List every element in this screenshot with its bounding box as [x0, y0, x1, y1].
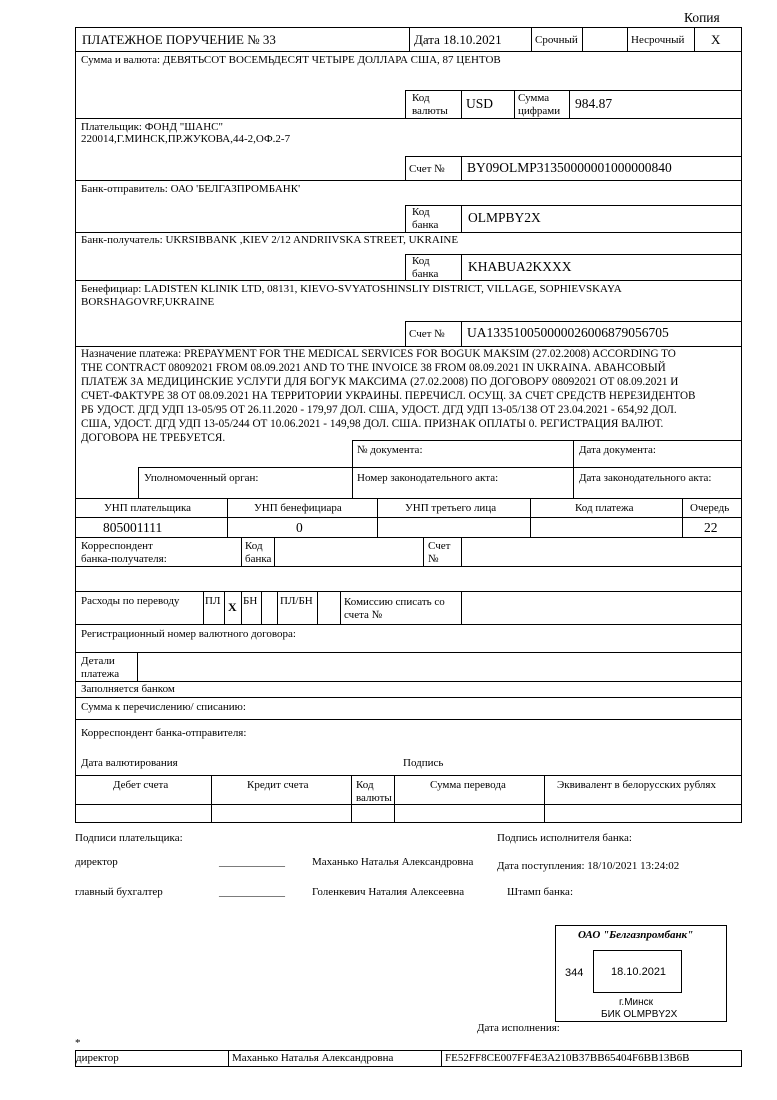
correspondent-label-2: банка-получателя:: [81, 553, 167, 565]
correspondent-account-2: №: [428, 553, 439, 565]
currency-code: USD: [466, 96, 494, 111]
accountant-name: Голенкевич Наталия Алексеевна: [312, 886, 465, 898]
payer-account-label: Счет №: [409, 163, 445, 175]
correspondent-code-2: банка: [245, 553, 272, 565]
queue-label: Очередь: [690, 502, 730, 514]
purpose-line-7: ДОГОВОРА НЕ ТРЕБУЕТСЯ.: [81, 432, 226, 444]
unp-payer-label: УНП плательщика: [104, 502, 192, 514]
footer-role: директор: [76, 1052, 119, 1064]
stamp-date: 18.10.2021: [611, 966, 667, 978]
commission-label-1: Комиссию списать со: [344, 596, 445, 608]
value-date-label: Дата валютирования: [81, 757, 178, 769]
unp-benef: 0: [296, 520, 303, 535]
correspondent-sender-label: Корреспондент банка-отправителя:: [81, 727, 247, 739]
accountant-role: главный бухгалтер: [75, 886, 163, 898]
director-role: директор: [75, 856, 118, 868]
expenses-pl: ПЛ: [205, 595, 221, 607]
purpose-line-2: THE CONTRACT 08092021 FROM 08.09.2021 AND TO THE INVOICE 38 FROM 08.09.2021 IN UKRAINA. АВАНСОВЫЙ: [81, 362, 666, 374]
sum-digits-label: Сумма цифрами: [518, 92, 561, 117]
signature-label: Подпись: [403, 757, 444, 769]
sum-digits: 984.87: [575, 96, 613, 111]
purpose-line-5: РБ УДОСТ. ДГД УДП 13-05/95 ОТ 26.11.2020 - 179,97 ДОЛ. США, УДОСТ. ДГД УДП 13-05/138 ОТ 23.04.2021 - 654,92 ДОЛ.: [81, 404, 677, 416]
commission-label-2: счета №: [344, 609, 383, 621]
sender-bank-code: OLMPBY2X: [468, 210, 541, 225]
payer-name: Плательщик: ФОНД "ШАНС": [81, 121, 224, 133]
currency-label-2: валюты: [356, 792, 392, 804]
bank-signature-label: Подпись исполнителя банка:: [497, 832, 632, 844]
paycode-label: Код платежа: [575, 502, 634, 514]
sender-bank: Банк-отправитель: ОАО 'БЕЛГАЗПРОМБАНК': [81, 183, 301, 195]
receiver-bank-code-label: Код банка: [412, 255, 439, 280]
reg-number-label: Регистрационный номер валютного договора:: [81, 628, 296, 640]
nonurgent-mark: X: [711, 32, 721, 47]
document-date: Дата 18.10.2021: [414, 32, 502, 47]
purpose-line-1: Назначение платежа: PREPAYMENT FOR THE MEDICAL SERVICES FOR BOGUK MAKSIM (27.02.2008) ACCORDING TO: [81, 348, 676, 360]
sender-bank-code-label: Код банка: [412, 206, 439, 231]
amount-in-words: Сумма и валюта: ДЕВЯТЬСОТ ВОСЕМЬДЕСЯТ ЧЕТЫРЕ ДОЛЛАРА США, 87 ЦЕНТОВ: [81, 54, 501, 66]
payer-signatures-label: Подписи плательщика:: [75, 832, 183, 844]
bank-stamp-label: Штамп банка:: [507, 886, 573, 898]
receiver-bank-code: KHABUA2KXXX: [468, 259, 572, 274]
payer-account: BY09OLMP31350000001000000840: [467, 160, 672, 175]
nonurgent-label: Несрочный: [631, 34, 685, 46]
credit-label: Кредит счета: [247, 779, 309, 791]
details-label-1: Детали: [81, 655, 115, 667]
correspondent-account-1: Счет: [428, 540, 451, 552]
purpose-line-6: США, УДОСТ. ДГД УДП 13-05/244 ОТ 10.06.2021 - 149,98 ДОЛ. США. ПРИЗНАК ОПЛАТЫ 0. РЕГИСТРАЦИЯ ВАЛЮТ.: [81, 418, 664, 430]
beneficiary-address: BORSHAGOVRF,UKRAINE: [81, 296, 215, 308]
beneficiary-account-label: Счет №: [409, 328, 445, 340]
expenses-bn: БН: [243, 595, 258, 607]
payer-address: 220014,Г.МИНСК,ПР.ЖУКОВА,44-2,ОФ.2-7: [81, 133, 291, 145]
expenses-label: Расходы по переводу: [81, 595, 180, 607]
sum-transfer-label: Сумма к перечислению/ списанию:: [81, 701, 246, 713]
correspondent-code-1: Код: [245, 540, 263, 552]
stamp-city: г.Минск: [619, 997, 654, 1008]
document-title: ПЛАТЕЖНОЕ ПОРУЧЕНИЕ № 33: [82, 32, 276, 47]
filled-by-bank-label: Заполняется банком: [81, 683, 175, 695]
authority-label: Уполномоченный орган:: [144, 472, 259, 484]
copy-label: Копия: [684, 10, 720, 25]
stamp-bik: БИК OLMPBY2X: [601, 1009, 678, 1020]
act-number-label: Номер законодательного акта:: [357, 472, 499, 484]
execution-date-label: Дата исполнения:: [477, 1022, 560, 1034]
act-date-label: Дата законодательного акта:: [579, 472, 712, 484]
received-date: Дата поступления: 18/10/2021 13:24:02: [497, 860, 680, 872]
unp-third-label: УНП третьего лица: [405, 502, 497, 514]
doc-number-label: № документа:: [357, 444, 423, 456]
expenses-pl-mark: X: [228, 600, 237, 614]
director-name: Маханько Наталья Александровна: [312, 856, 474, 868]
debit-label: Дебет счета: [113, 779, 169, 791]
beneficiary-account: UA133510050000026006879056705: [467, 325, 669, 340]
doc-date-label: Дата документа:: [579, 444, 656, 456]
receiver-bank: Банк-получатель: UKRSIBBANK ,KIEV 2/12 ANDRIIVSKA STREET, UKRAINE: [81, 234, 459, 246]
queue-value: 22: [704, 520, 718, 535]
stamp-number: 344: [565, 967, 584, 979]
purpose-line-4: СЧЕТ-ФАКТУРЕ 38 ОТ 08.09.2021 НА ТЕРРИТОРИИ УКРАИНЫ. ПЕРЕЧИСЛ. ОСУЩ. ЗА СЧЕТ СРЕДСТВ НЕРЕЗИДЕНТОВ: [81, 390, 696, 402]
director-signature-line: ____________: [219, 856, 285, 868]
stamp-bank-name: ОАО "Белгазпромбанк": [578, 929, 694, 941]
details-label-2: платежа: [81, 668, 120, 680]
equivalent-label: Эквивалент в белорусских рублях: [557, 779, 716, 791]
purpose-line-3: ПЛАТЕЖ ЗА МЕДИЦИНСКИЕ УСЛУГИ ДЛЯ БОГУК МАКСИМА (27.02.2008) ПО ДОГОВОРУ 08092021 ОТ 08.09.2021 И: [81, 376, 679, 388]
footer-name: Маханько Наталья Александровна: [232, 1052, 394, 1064]
asterisk: *: [75, 1037, 81, 1049]
accountant-signature-line: ____________: [219, 886, 285, 898]
currency-label-1: Код: [356, 779, 374, 791]
transfer-sum-label: Сумма перевода: [430, 779, 506, 791]
beneficiary-name: Бенефициар: LADISTEN KLINIK LTD, 08131, KIEVO-SVYATOSHINSLIY DISTRICT, VILLAGE, SOPHIEVSKAYA: [81, 283, 622, 295]
currency-code-label: Код валюты: [412, 92, 448, 117]
expenses-plbn: ПЛ/БН: [280, 595, 313, 607]
unp-payer: 805001111: [103, 520, 163, 535]
urgent-label: Срочный: [535, 34, 578, 46]
unp-benef-label: УНП бенефициара: [254, 502, 342, 514]
correspondent-label-1: Корреспондент: [81, 540, 153, 552]
footer-hash: FE52FF8CE007FF4E3A210B37BB65404F6BB13B6B: [445, 1052, 690, 1064]
